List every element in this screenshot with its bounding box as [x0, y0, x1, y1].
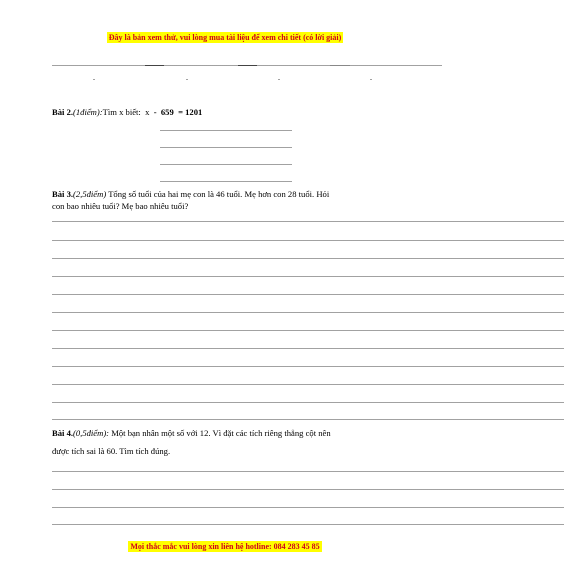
bai3-answer-line-6: ................................................................................................................................................................................................................................................................: [52, 306, 564, 315]
bai3-answer-line-4: ................................................................................................................................................................................................................................................................: [52, 270, 564, 279]
bai4-answer-line-3: ................................................................................................................................................................................................................................................................: [52, 501, 564, 510]
answer-dots-top-2: ........................................................: [145, 59, 257, 68]
top-banner-text: Đây là bản xem thử, vui lòng mua tài liệu để xem chi tiết (có lời giải): [108, 33, 342, 42]
bai4-text-2: được tích sai là 60. Tìm tích đúng.: [52, 446, 171, 456]
bai3-answer-line-5: ................................................................................................................................................................................................................................................................: [52, 288, 564, 297]
bai3-answer-line-1: ................................................................................................................................................................................................................................................................: [52, 215, 564, 224]
bai4-answer-line-1: ................................................................................................................................................................................................................................................................: [52, 465, 564, 474]
period-3: .: [278, 73, 280, 82]
bai4-score: (0,5điểm):: [73, 428, 110, 438]
bai3-answer-line-2: ................................................................................................................................................................................................................................................................: [52, 234, 564, 243]
bai4-label: Bài 4.: [52, 428, 74, 438]
bottom-banner: [0, 536, 450, 554]
bottom-banner-text: Mọi thắc mắc vui lòng xin liên hệ hotline: 084 283 45 85: [130, 542, 320, 551]
bai2-label: Bài 2.: [52, 107, 74, 117]
bai3-answer-line-7: ................................................................................................................................................................................................................................................................: [52, 324, 564, 333]
answer-dots-top-3: ........................................................: [238, 59, 350, 68]
bai3-line2: [52, 201, 188, 212]
bai3-line1: [52, 189, 329, 200]
bai4-line1: [52, 428, 331, 439]
bai2-expr-num: 659: [160, 107, 174, 117]
bai3-text-1: Tổng số tuổi của hai mẹ con là 46 tuổi. Mẹ hơn con 28 tuổi. Hỏi: [108, 189, 330, 199]
bai4-answer-line-2: ................................................................................................................................................................................................................................................................: [52, 483, 564, 492]
bai3-answer-line-10: ................................................................................................................................................................................................................................................................: [52, 378, 564, 387]
bai2-expr-minus: -: [153, 107, 157, 117]
period-2: .: [186, 73, 188, 82]
bai3-answer-line-11: ................................................................................................................................................................................................................................................................: [52, 396, 564, 405]
answer-dots-top-1: ........................................................: [52, 59, 164, 68]
bai2-expr-eq: = 1201: [178, 107, 203, 117]
bai3-answer-line-12: ................................................................................................................................................................................................................................................................: [52, 413, 564, 422]
top-banner: [0, 27, 450, 45]
bai4-text-1: Một bạn nhân một số với 12. Vì đặt các tích riêng thẳng cột nên: [111, 428, 331, 438]
bai2-prompt: Tìm x biết:: [102, 107, 141, 117]
bai2-answer-line-1: ..................................................................: [160, 124, 292, 133]
bai2-answer-line-4: ..................................................................: [160, 175, 292, 184]
bai2-line: [52, 107, 202, 118]
period-4: .: [370, 73, 372, 82]
bai3-answer-line-9: ................................................................................................................................................................................................................................................................: [52, 360, 564, 369]
bai4-answer-line-4: ................................................................................................................................................................................................................................................................: [52, 518, 564, 527]
bai3-text-2: con bao nhiêu tuổi? Mẹ bao nhiêu tuổi?: [52, 201, 189, 211]
bai2-answer-line-2: ..................................................................: [160, 141, 292, 150]
bai2-expr-x: x: [145, 107, 150, 117]
bai4-line2: [52, 446, 170, 457]
bai3-answer-line-8: ................................................................................................................................................................................................................................................................: [52, 342, 564, 351]
bai3-score: (2,5điểm): [73, 189, 107, 199]
bai2-score: (1điểm):: [73, 107, 103, 117]
bai3-label: Bài 3.: [52, 189, 74, 199]
bai2-answer-line-3: ..................................................................: [160, 158, 292, 167]
period-1: .: [93, 73, 95, 82]
answer-dots-top-4: ........................................................: [330, 59, 442, 68]
bai3-answer-line-3: ................................................................................................................................................................................................................................................................: [52, 252, 564, 261]
